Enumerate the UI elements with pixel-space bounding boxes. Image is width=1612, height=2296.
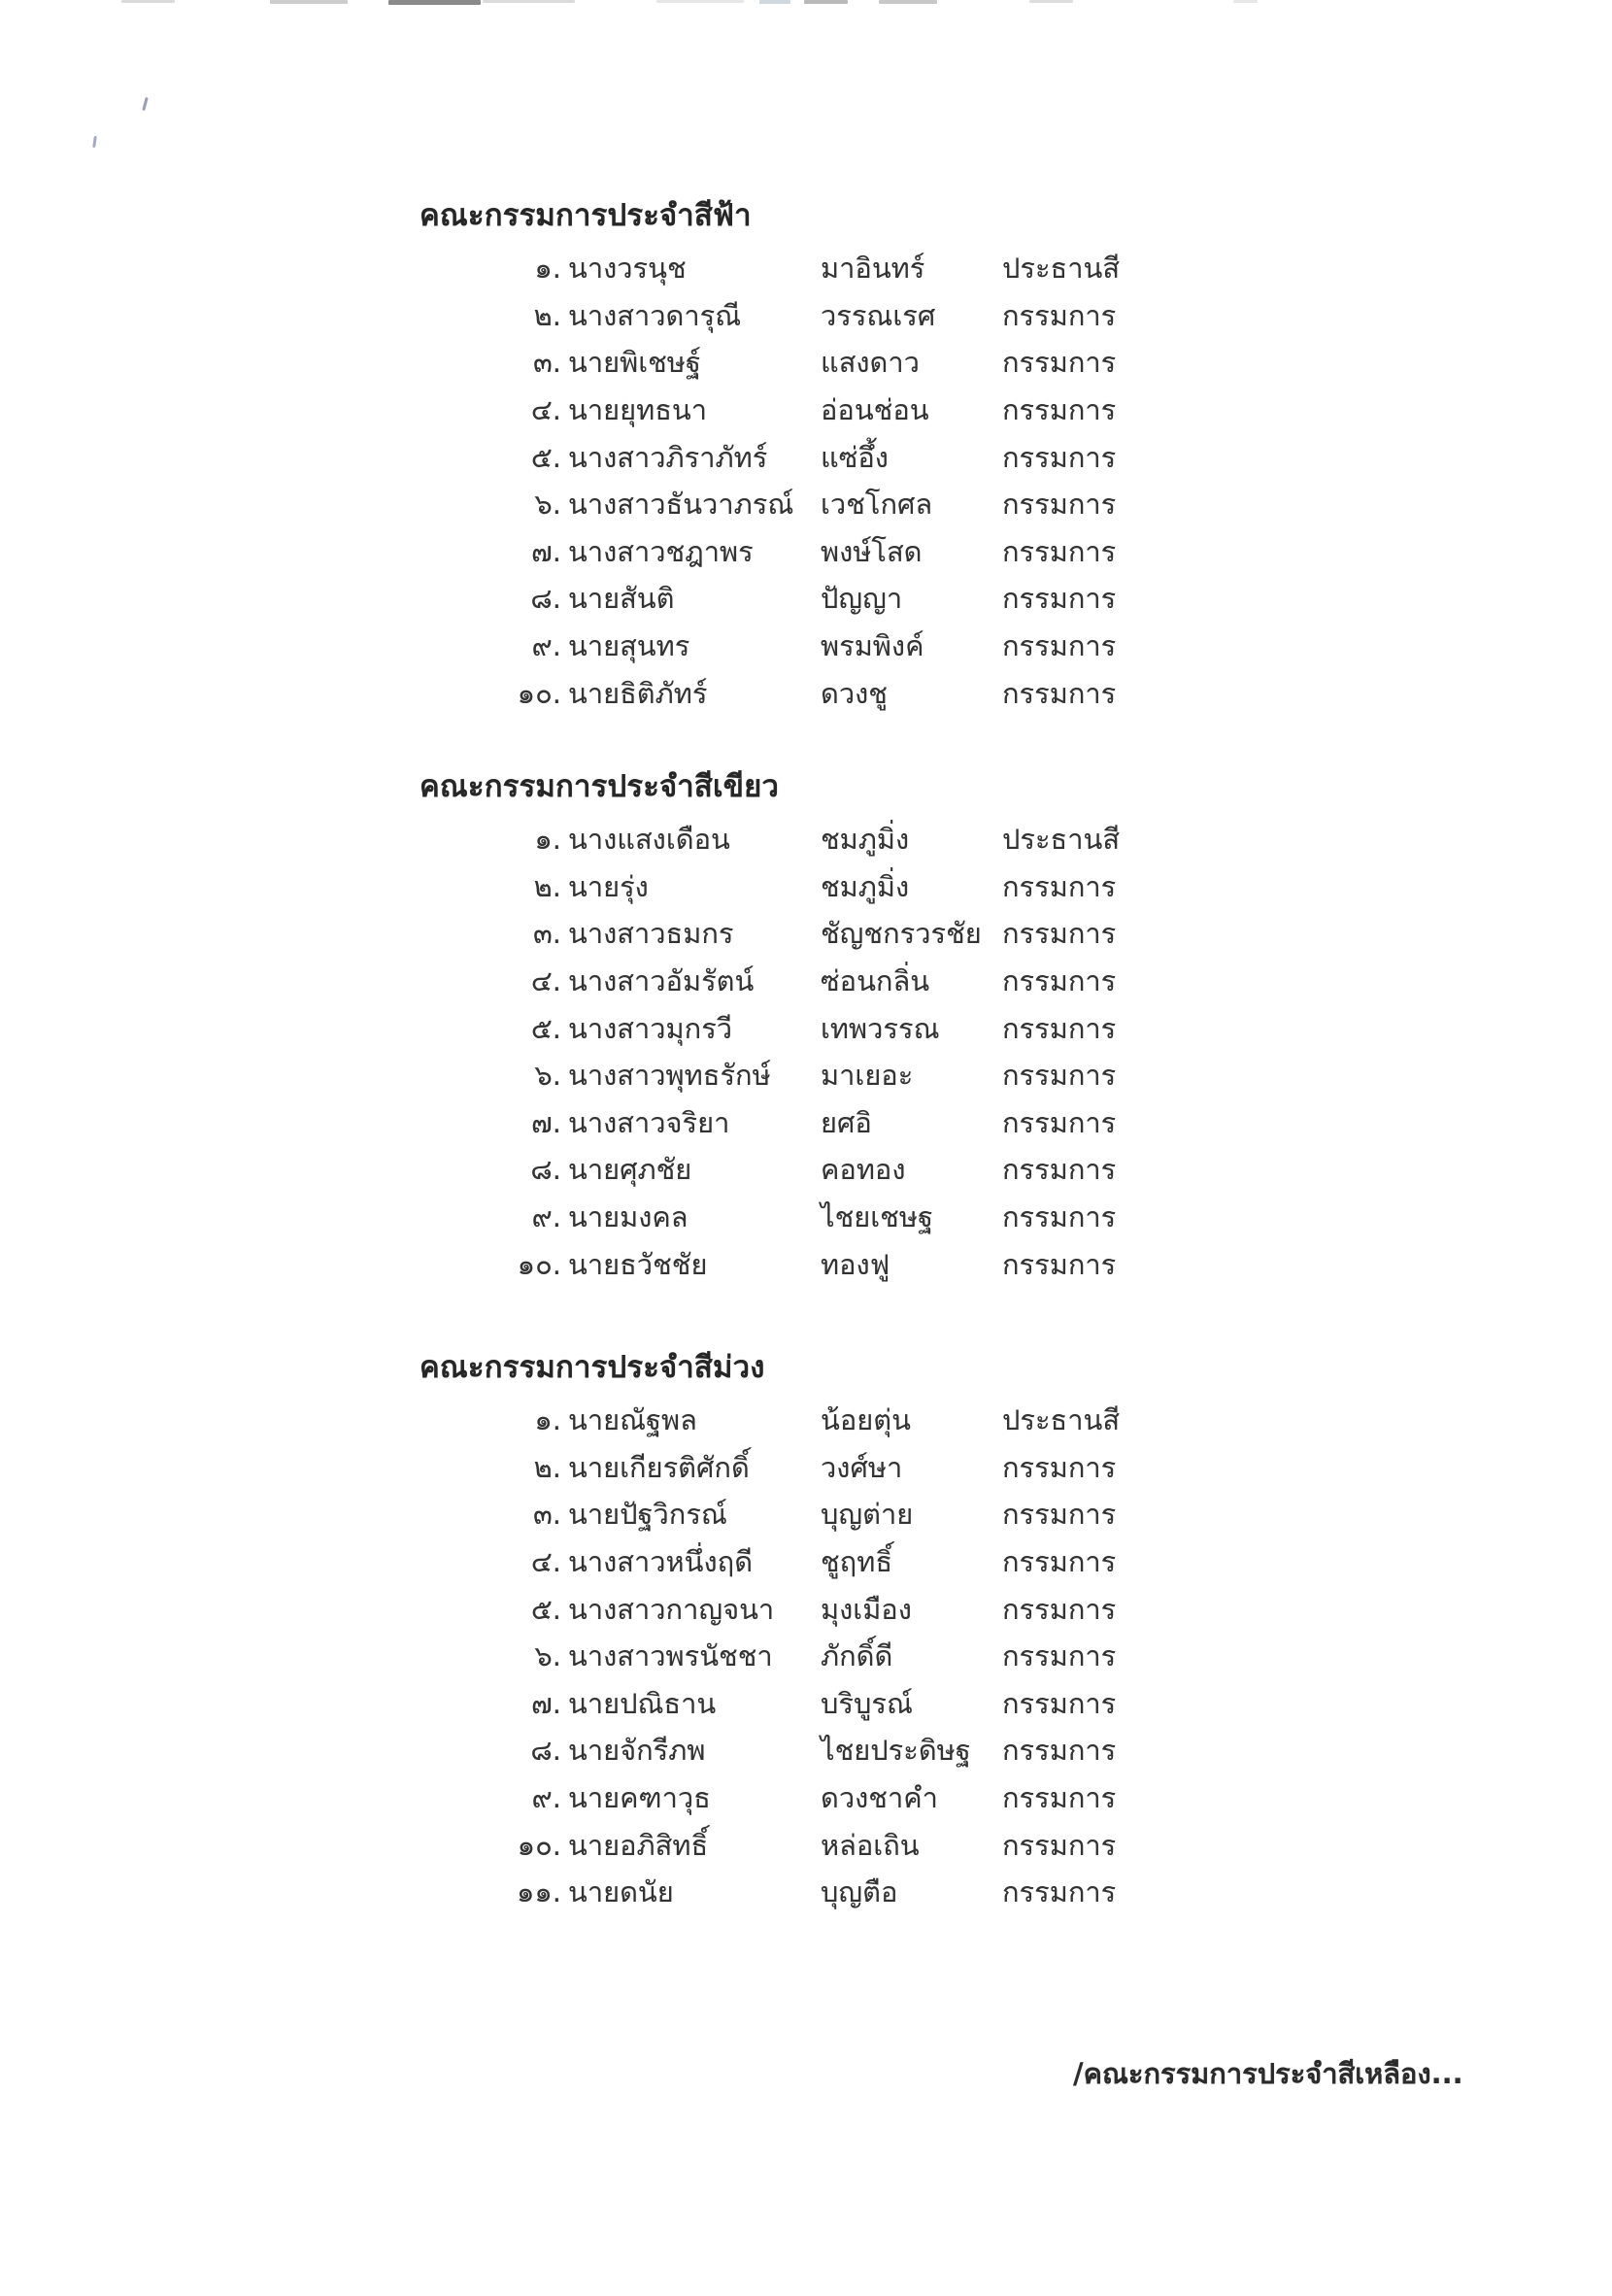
member-role: กรรมการ xyxy=(1002,676,1117,710)
member-row xyxy=(0,816,1612,863)
member-first-name: นายเกียรติศักดิ์ xyxy=(568,1450,750,1484)
scan-artifact xyxy=(483,0,575,3)
member-role: กรรมการ xyxy=(1002,298,1117,332)
member-number: ๑๐. xyxy=(517,1247,561,1281)
committee-section xyxy=(0,1346,1612,1916)
member-first-name: นางสาวชฎาพร xyxy=(568,534,754,568)
member-last-name: ชัญชกรวรชัย xyxy=(821,917,982,951)
member-number: ๓. xyxy=(532,917,561,951)
member-last-name: มุงเมือง xyxy=(821,1592,912,1626)
member-last-name: ดวงชู xyxy=(821,676,888,710)
member-last-name: ดวงชาคำ xyxy=(821,1781,938,1815)
footer-continuation-note: /คณะกรรมการประจำสีเหลือง... xyxy=(1073,2057,1463,2090)
member-row xyxy=(0,1052,1612,1099)
member-first-name: นายปณิธาน xyxy=(568,1686,717,1720)
scan-artifact xyxy=(804,0,848,4)
member-last-name: ชูฤทธิ์ xyxy=(821,1545,893,1579)
member-row xyxy=(0,1727,1612,1774)
section-title: คณะกรรมการประจำสีเขียว xyxy=(420,769,780,804)
member-number: ๙. xyxy=(531,1781,561,1815)
scan-artifact xyxy=(1233,0,1258,3)
member-first-name: นายสันติ xyxy=(568,582,675,616)
member-first-name: นายณัฐพล xyxy=(568,1403,697,1437)
member-first-name: นางสาวกาญจนา xyxy=(568,1592,775,1626)
member-row xyxy=(0,863,1612,911)
member-number: ๑๑. xyxy=(516,1875,561,1909)
member-last-name: ชมภูมิ่ง xyxy=(821,823,910,857)
member-number: ๑๐. xyxy=(517,1828,561,1862)
member-row xyxy=(0,1585,1612,1633)
member-number: ๒. xyxy=(533,1450,561,1484)
member-role: กรรมการ xyxy=(1002,1734,1117,1768)
member-first-name: นายสุนทร xyxy=(568,629,690,663)
member-row xyxy=(0,1774,1612,1822)
member-number: ๔. xyxy=(530,1545,561,1579)
member-first-name: นางสาวภิราภัทร์ xyxy=(568,440,768,474)
member-row xyxy=(0,1821,1612,1869)
member-number: ๓. xyxy=(532,1498,561,1532)
member-number: ๘. xyxy=(530,1734,561,1768)
member-last-name: เทพวรรณ xyxy=(821,1011,940,1045)
member-role: กรรมการ xyxy=(1002,1686,1117,1720)
member-row xyxy=(0,292,1612,340)
member-row xyxy=(0,1397,1612,1444)
member-number: ๑. xyxy=(534,823,561,857)
member-last-name: ปัญญา xyxy=(821,582,903,616)
member-last-name: พงษ์โสด xyxy=(821,534,923,568)
member-role: กรรมการ xyxy=(1002,917,1117,951)
member-rows xyxy=(0,1397,1612,1916)
member-role: กรรมการ xyxy=(1002,534,1117,568)
member-first-name: นางสาวอัมรัตน์ xyxy=(568,964,755,998)
member-row xyxy=(0,1538,1612,1586)
member-role: กรรมการ xyxy=(1002,1105,1117,1139)
section-title: คณะกรรมการประจำสีม่วง xyxy=(420,1350,765,1385)
member-number: ๒. xyxy=(533,298,561,332)
member-first-name: นางสาวพุทธรักษ์ xyxy=(568,1059,771,1093)
member-rows xyxy=(0,816,1612,1288)
member-last-name: วรรณเรศ xyxy=(821,298,936,332)
member-last-name: บุญต่าย xyxy=(821,1498,914,1532)
member-last-name: ซ่อนกลิ่น xyxy=(821,964,930,998)
member-number: ๕. xyxy=(530,1592,561,1626)
member-row xyxy=(0,245,1612,292)
member-first-name: นางสาวธันวาภรณ์ xyxy=(568,488,794,522)
member-number: ๖. xyxy=(534,1059,561,1093)
member-last-name: มาเยอะ xyxy=(821,1059,914,1093)
member-last-name: บริบูรณ์ xyxy=(821,1686,913,1720)
member-first-name: นายคฑาวุธ xyxy=(568,1781,711,1815)
member-last-name: คอทอง xyxy=(821,1153,906,1187)
member-role: กรรมการ xyxy=(1002,1498,1117,1532)
member-role: ประธานสี xyxy=(1002,252,1121,286)
scan-artifact xyxy=(1029,0,1073,3)
member-last-name: วงศ์ษา xyxy=(821,1450,903,1484)
member-first-name: นางสาวหนึ่งฤดี xyxy=(568,1545,754,1579)
member-last-name: แสงดาว xyxy=(821,346,920,380)
member-role: กรรมการ xyxy=(1002,1781,1117,1815)
member-number: ๘. xyxy=(530,1153,561,1187)
scan-artifact xyxy=(388,0,481,5)
committee-section xyxy=(0,765,1612,1288)
scan-artifact xyxy=(759,0,790,4)
member-number: ๕. xyxy=(530,1011,561,1045)
member-last-name: ภักดิ์ดี xyxy=(821,1639,893,1673)
member-last-name: อ่อนช่อน xyxy=(821,393,929,427)
member-role: กรรมการ xyxy=(1002,869,1117,903)
member-last-name: มาอินทร์ xyxy=(821,252,925,286)
member-last-name: เวชโกศล xyxy=(821,488,933,522)
member-row xyxy=(0,910,1612,958)
pen-mark xyxy=(92,136,97,148)
member-number: ๘. xyxy=(530,582,561,616)
member-number: ๖. xyxy=(534,1639,561,1673)
member-role: กรรมการ xyxy=(1002,1828,1117,1862)
member-first-name: นายมงคล xyxy=(568,1200,688,1234)
member-role: กรรมการ xyxy=(1002,1247,1117,1281)
member-first-name: นางสาวดารุณี xyxy=(568,298,742,332)
member-role: กรรมการ xyxy=(1002,1153,1117,1187)
member-rows xyxy=(0,245,1612,717)
member-number: ๙. xyxy=(531,629,561,663)
member-first-name: นายปัฐวิกรณ์ xyxy=(568,1498,727,1532)
member-number: ๖. xyxy=(534,488,561,522)
section-title: คณะกรรมการประจำสีฟ้า xyxy=(420,198,752,233)
member-number: ๔. xyxy=(530,393,561,427)
member-row xyxy=(0,669,1612,717)
member-role: กรรมการ xyxy=(1002,1592,1117,1626)
scan-artifact xyxy=(879,0,937,4)
member-row xyxy=(0,1633,1612,1680)
member-number: ๕. xyxy=(530,440,561,474)
member-row xyxy=(0,1194,1612,1241)
member-role: กรรมการ xyxy=(1002,629,1117,663)
member-number: ๙. xyxy=(531,1200,561,1234)
member-row xyxy=(0,1491,1612,1538)
member-first-name: นายรุ่ง xyxy=(568,869,649,903)
member-role: กรรมการ xyxy=(1002,1011,1117,1045)
member-number: ๑. xyxy=(534,252,561,286)
member-role: กรรมการ xyxy=(1002,1200,1117,1234)
member-role: กรรมการ xyxy=(1002,582,1117,616)
member-first-name: นางสาวจริยา xyxy=(568,1105,730,1139)
member-role: กรรมการ xyxy=(1002,964,1117,998)
member-number: ๗. xyxy=(530,1686,561,1720)
member-first-name: นางสาวพรนัชชา xyxy=(568,1639,773,1673)
member-row xyxy=(0,958,1612,1005)
member-first-name: นางสาวธมกร xyxy=(568,917,734,951)
member-last-name: หล่อเถิน xyxy=(821,1828,920,1862)
member-role: กรรมการ xyxy=(1002,346,1117,380)
member-row xyxy=(0,339,1612,387)
pen-mark xyxy=(142,97,149,111)
member-first-name: นายดนัย xyxy=(568,1875,674,1909)
member-row xyxy=(0,1869,1612,1916)
member-row xyxy=(0,1444,1612,1492)
member-row xyxy=(0,433,1612,481)
scan-artifact xyxy=(656,0,744,3)
member-last-name: พรมพิงค์ xyxy=(821,629,924,663)
committee-section xyxy=(0,194,1612,717)
member-row xyxy=(0,387,1612,434)
member-role: กรรมการ xyxy=(1002,1450,1117,1484)
member-last-name: ไชยเชษฐ xyxy=(821,1200,933,1234)
member-row xyxy=(0,528,1612,576)
member-role: กรรมการ xyxy=(1002,1875,1117,1909)
member-first-name: นายศุภชัย xyxy=(568,1153,692,1187)
member-number: ๔. xyxy=(530,964,561,998)
member-last-name: ยศอิ xyxy=(821,1105,872,1139)
member-row xyxy=(0,1240,1612,1288)
scan-artifact xyxy=(270,0,348,4)
member-first-name: นางสาวมุกรวี xyxy=(568,1011,733,1045)
member-role: ประธานสี xyxy=(1002,1403,1121,1437)
member-first-name: นางแสงเดือน xyxy=(568,823,730,857)
member-role: ประธานสี xyxy=(1002,823,1121,857)
member-number: ๒. xyxy=(533,869,561,903)
member-last-name: ไชยประดิษฐ xyxy=(821,1734,971,1768)
member-first-name: นายจักรีภพ xyxy=(568,1734,706,1768)
member-first-name: นายธวัชชัย xyxy=(568,1247,708,1281)
member-row xyxy=(0,1680,1612,1728)
member-last-name: ชมภูมิ่ง xyxy=(821,869,910,903)
scan-artifact xyxy=(121,0,175,3)
member-first-name: นายอภิสิทธิ์ xyxy=(568,1828,709,1862)
member-number: ๓. xyxy=(532,346,561,380)
member-last-name: แซ่อึ้ง xyxy=(821,440,889,474)
member-role: กรรมการ xyxy=(1002,1639,1117,1673)
member-row xyxy=(0,1146,1612,1194)
member-row xyxy=(0,1099,1612,1147)
member-role: กรรมการ xyxy=(1002,393,1117,427)
member-first-name: นายยุทธนา xyxy=(568,393,708,427)
member-first-name: นายพิเชษฐ์ xyxy=(568,346,701,380)
member-row xyxy=(0,1004,1612,1052)
member-role: กรรมการ xyxy=(1002,440,1117,474)
member-role: กรรมการ xyxy=(1002,488,1117,522)
member-number: ๑. xyxy=(534,1403,561,1437)
member-last-name: น้อยตุ่น xyxy=(821,1403,911,1437)
member-last-name: บุญตือ xyxy=(821,1875,898,1909)
member-role: กรรมการ xyxy=(1002,1545,1117,1579)
member-first-name: นางวรนุช xyxy=(568,252,687,286)
member-role: กรรมการ xyxy=(1002,1059,1117,1093)
member-last-name: ทองฟู xyxy=(821,1247,890,1281)
member-number: ๗. xyxy=(530,534,561,568)
member-row xyxy=(0,623,1612,670)
member-number: ๑๐. xyxy=(517,676,561,710)
member-row xyxy=(0,481,1612,528)
member-row xyxy=(0,575,1612,623)
member-number: ๗. xyxy=(530,1105,561,1139)
member-first-name: นายธิติภัทร์ xyxy=(568,676,708,710)
